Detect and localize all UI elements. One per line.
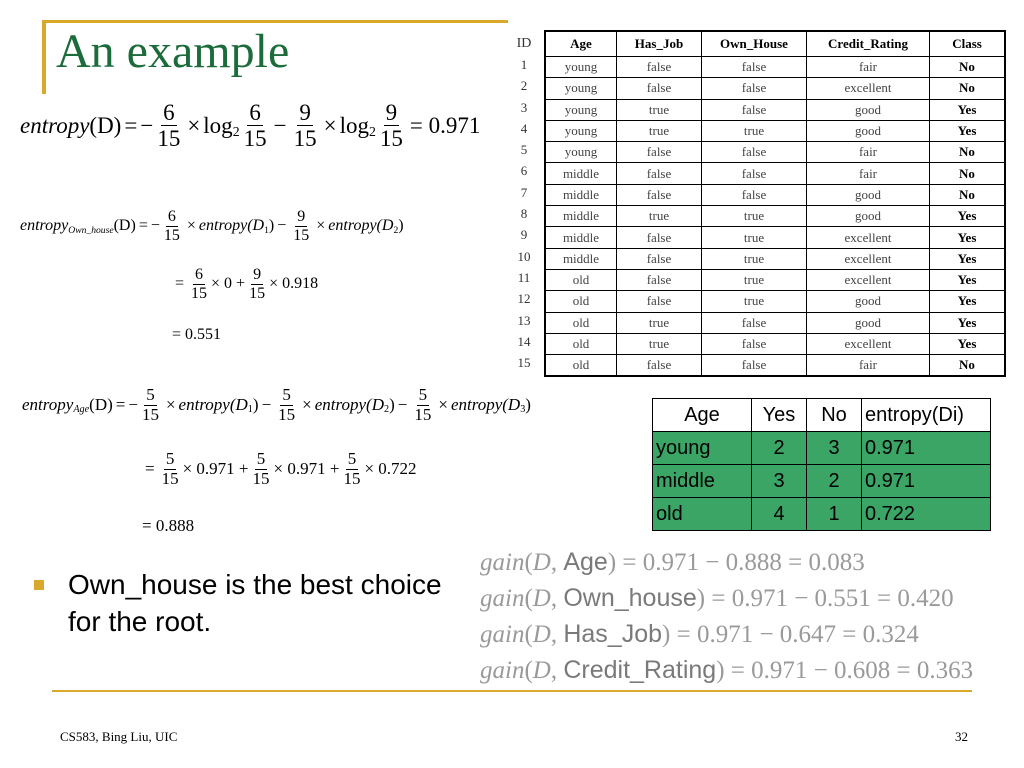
times-sign: × xyxy=(302,395,312,415)
times-sign: × xyxy=(186,217,196,235)
own-house-cell: false xyxy=(702,57,807,78)
own-house-cell: true xyxy=(702,206,807,227)
table-row xyxy=(545,120,1005,141)
class-cell: No xyxy=(930,142,1006,163)
table-row xyxy=(545,184,1005,205)
entropy-term: entropy(D xyxy=(328,217,394,235)
gain-fn: gain xyxy=(480,585,525,612)
row-id: 3 xyxy=(520,99,528,115)
close-paren: ) xyxy=(252,395,259,415)
row-id: 10 xyxy=(517,248,531,264)
separator: , xyxy=(550,621,564,648)
table-row xyxy=(545,206,1005,227)
bullet-text: Own_house is the best choice for the root. xyxy=(68,569,442,637)
equals-sign: = xyxy=(115,395,126,415)
own-house-cell: false xyxy=(702,312,807,333)
attribute-subscript: Own_house xyxy=(68,224,114,236)
row-id: 4 xyxy=(520,120,528,136)
numerator: 9 xyxy=(297,208,306,225)
entropy-term: entropy(D xyxy=(450,395,521,415)
minus-sign: − xyxy=(277,217,287,235)
age-entropy-table xyxy=(652,398,991,531)
column-header: Credit_Rating xyxy=(807,31,930,57)
column-header: Age xyxy=(653,399,752,432)
row-id: 15 xyxy=(517,355,531,371)
numerator: 9 xyxy=(385,100,398,125)
table-row xyxy=(545,163,1005,184)
equals-sign: = xyxy=(145,459,155,479)
entropy-cell: 0.722 xyxy=(862,498,991,531)
attribute-name: Has_Job xyxy=(563,620,663,648)
own-house-cell: false xyxy=(702,163,807,184)
dataset-symbol: D xyxy=(532,549,551,576)
numerator: 5 xyxy=(418,385,428,404)
has-job-cell: false xyxy=(617,248,702,269)
entropy-term: entropy(D xyxy=(314,395,384,415)
minus-sign: − xyxy=(273,112,287,138)
separator: , xyxy=(550,549,564,576)
log-fn: log xyxy=(203,112,233,138)
table-row xyxy=(653,465,991,498)
no-count-cell: 2 xyxy=(807,465,862,498)
denominator: 15 xyxy=(293,226,310,244)
entropy-fn: entropy xyxy=(20,217,69,235)
entropy-fn: entropy xyxy=(20,112,90,138)
equals-sign: = xyxy=(175,275,185,293)
fraction xyxy=(251,450,272,488)
gain-fn: gain xyxy=(480,621,525,648)
numerator: 9 xyxy=(299,100,311,125)
own-house-cell: false xyxy=(702,333,807,354)
numerator: 6 xyxy=(163,100,175,125)
own-house-cell: true xyxy=(702,291,807,312)
age-entropy-result: = 0.888 xyxy=(142,516,195,535)
has-job-cell: false xyxy=(617,184,702,205)
log-fn: log xyxy=(339,112,369,138)
subset-index: 2 xyxy=(393,224,399,236)
minus-sign: − xyxy=(150,217,160,235)
own-house-entropy-line2 xyxy=(172,266,318,302)
credit-rating-cell: fair xyxy=(807,57,930,78)
training-data-table xyxy=(544,30,1006,377)
no-count-cell: 3 xyxy=(807,432,862,465)
own-house-cell: true xyxy=(702,269,807,290)
column-header: Has_Job xyxy=(617,31,702,57)
fraction xyxy=(155,100,182,152)
page-number: 32 xyxy=(955,729,968,744)
yes-count-cell: 2 xyxy=(752,432,807,465)
has-job-cell: false xyxy=(617,78,702,99)
own-house-entropy-result: = 0.551 xyxy=(172,326,222,343)
fraction xyxy=(189,266,209,302)
has-job-cell: false xyxy=(617,57,702,78)
numerator: 6 xyxy=(167,208,176,225)
own-house-cell: false xyxy=(702,355,807,377)
attribute-subscript: Age xyxy=(73,404,90,416)
fraction xyxy=(276,386,297,424)
fraction xyxy=(378,100,405,152)
times-sign: × xyxy=(438,395,448,415)
numerator: 6 xyxy=(249,100,261,125)
entropy-formula xyxy=(20,100,483,152)
slide-title: An example xyxy=(56,25,290,78)
gain-computation: ) = 0.971 − 0.551 = 0.420 xyxy=(696,585,954,612)
row-id: 6 xyxy=(520,163,528,179)
entropy-term: entropy(D xyxy=(178,395,248,415)
equals-sign: = xyxy=(138,217,148,235)
table-body xyxy=(545,57,1005,377)
subset-index: 2 xyxy=(384,404,390,416)
class-cell: No xyxy=(930,184,1006,205)
fraction xyxy=(292,100,319,152)
gain-line xyxy=(480,544,973,580)
age-cell: old xyxy=(545,291,617,312)
no-count-cell: 1 xyxy=(807,498,862,531)
numerator: 9 xyxy=(253,266,262,283)
has-job-cell: true xyxy=(617,312,702,333)
credit-rating-cell: excellent xyxy=(807,333,930,354)
minus-sign: − xyxy=(128,395,138,415)
has-job-cell: false xyxy=(617,142,702,163)
gain-fn: gain xyxy=(480,549,525,576)
dataset-symbol: D xyxy=(532,621,551,648)
fraction xyxy=(412,386,433,424)
equals-sign: = xyxy=(124,112,138,138)
dataset-symbol: D xyxy=(532,657,551,684)
age-cell: old xyxy=(545,312,617,333)
class-cell: No xyxy=(930,78,1006,99)
attribute-name: Own_house xyxy=(563,584,697,612)
credit-rating-cell: excellent xyxy=(807,227,930,248)
has-job-cell: true xyxy=(617,120,702,141)
denominator: 15 xyxy=(249,284,266,302)
table-row xyxy=(545,142,1005,163)
age-cell: middle xyxy=(545,206,617,227)
subset-index: 1 xyxy=(264,224,269,236)
table-row xyxy=(545,248,1005,269)
class-cell: Yes xyxy=(930,269,1006,290)
own-house-entropy-formula xyxy=(20,208,404,244)
class-cell: Yes xyxy=(930,248,1006,269)
class-cell: No xyxy=(930,57,1006,78)
expression-part: × 0.971 + xyxy=(273,459,340,479)
title-accent-bar xyxy=(42,20,46,94)
age-cell: old xyxy=(545,269,617,290)
row-id: 7 xyxy=(520,184,528,200)
entropy-cell: 0.971 xyxy=(862,465,991,498)
fraction xyxy=(291,208,311,244)
denominator: 15 xyxy=(414,404,432,424)
row-id: 14 xyxy=(517,333,531,349)
gain-line xyxy=(480,652,973,688)
credit-rating-cell: fair xyxy=(807,163,930,184)
own-house-cell: false xyxy=(702,99,807,120)
id-header: ID xyxy=(516,36,532,51)
table-row xyxy=(545,227,1005,248)
footer-credit: CS583, Bing Liu, UIC xyxy=(60,729,178,744)
class-cell: Yes xyxy=(930,227,1006,248)
credit-rating-cell: excellent xyxy=(807,269,930,290)
gain-list xyxy=(480,544,973,688)
gain-line xyxy=(480,580,973,616)
numerator: 5 xyxy=(347,449,357,468)
row-id: 1 xyxy=(520,57,528,72)
column-header: Class xyxy=(930,31,1006,57)
fraction xyxy=(140,386,161,424)
open-paren: ( xyxy=(524,585,533,612)
has-job-cell: false xyxy=(617,269,702,290)
credit-rating-cell: excellent xyxy=(807,248,930,269)
open-paren: ( xyxy=(524,621,533,648)
age-cell: young xyxy=(545,99,617,120)
fraction xyxy=(341,450,362,488)
credit-rating-cell: good xyxy=(807,291,930,312)
entropy-term: entropy(D xyxy=(198,217,265,235)
table-row xyxy=(545,312,1005,333)
table-row xyxy=(545,291,1005,312)
numerator: 5 xyxy=(282,385,291,404)
entropy-cell: 0.971 xyxy=(862,432,991,465)
close-paren: ) xyxy=(389,395,395,415)
credit-rating-cell: good xyxy=(807,312,930,333)
table-row xyxy=(545,333,1005,354)
gain-fn: gain xyxy=(480,657,525,684)
denominator: 15 xyxy=(252,468,270,488)
table-row xyxy=(545,99,1005,120)
footer-divider xyxy=(52,690,972,692)
age-entropy-formula xyxy=(22,386,531,424)
table-row xyxy=(545,355,1005,377)
denominator: 15 xyxy=(161,468,179,488)
column-header: entropy(Di) xyxy=(862,399,991,432)
numerator: 6 xyxy=(195,266,204,283)
has-job-cell: false xyxy=(617,291,702,312)
class-cell: No xyxy=(930,163,1006,184)
row-id: 2 xyxy=(520,78,528,94)
credit-rating-cell: good xyxy=(807,99,930,120)
log-base: 2 xyxy=(232,124,240,139)
class-cell: Yes xyxy=(930,120,1006,141)
table-header-row xyxy=(545,31,1005,57)
row-id: 12 xyxy=(517,291,531,307)
expression-part: × 0 + xyxy=(211,275,246,293)
age-cell: young xyxy=(545,78,617,99)
age-cell: middle xyxy=(545,184,617,205)
subset-index: 1 xyxy=(247,404,253,416)
age-cell: middle xyxy=(545,248,617,269)
table-row xyxy=(545,57,1005,78)
numerator: 5 xyxy=(146,385,155,404)
class-cell: Yes xyxy=(930,206,1006,227)
credit-rating-cell: fair xyxy=(807,142,930,163)
times-sign: × xyxy=(323,112,337,138)
gain-computation: ) = 0.971 − 0.608 = 0.363 xyxy=(716,657,974,684)
row-id: 13 xyxy=(517,312,531,328)
table-header-row xyxy=(653,399,991,432)
has-job-cell: true xyxy=(617,333,702,354)
expression-part: × 0.722 xyxy=(364,459,417,479)
denominator: 15 xyxy=(191,284,208,302)
expression-part: × 0.971 + xyxy=(182,459,249,479)
class-cell: Yes xyxy=(930,312,1006,333)
row-id: 11 xyxy=(517,269,531,285)
entropy-arg: (D) xyxy=(89,395,113,415)
table-row xyxy=(545,269,1005,290)
credit-rating-cell: good xyxy=(807,120,930,141)
age-cell: old xyxy=(653,498,752,531)
numerator: 5 xyxy=(256,449,266,468)
age-cell: middle xyxy=(545,227,617,248)
row-id: 5 xyxy=(520,142,528,158)
credit-rating-cell: fair xyxy=(807,355,930,377)
credit-rating-cell: good xyxy=(807,184,930,205)
age-cell: middle xyxy=(545,163,617,184)
has-job-cell: true xyxy=(617,206,702,227)
fraction xyxy=(160,450,181,488)
own-house-cell: true xyxy=(702,227,807,248)
row-id: 8 xyxy=(520,206,528,222)
denominator: 15 xyxy=(243,126,267,152)
table-row xyxy=(545,78,1005,99)
denominator: 15 xyxy=(163,226,180,244)
numerator: 5 xyxy=(165,449,175,468)
age-cell: young xyxy=(545,57,617,78)
attribute-name: Age xyxy=(563,548,608,576)
log-base: 2 xyxy=(368,124,376,139)
age-entropy-line2 xyxy=(142,450,417,488)
gain-computation: ) = 0.971 − 0.888 = 0.083 xyxy=(607,549,865,576)
age-cell: old xyxy=(545,355,617,377)
close-paren: ) xyxy=(398,217,404,235)
denominator: 15 xyxy=(278,404,296,424)
credit-rating-cell: excellent xyxy=(807,78,930,99)
gain-line xyxy=(480,616,973,652)
own-house-cell: true xyxy=(702,248,807,269)
denominator: 15 xyxy=(157,126,181,152)
denominator: 15 xyxy=(141,404,159,424)
denominator: 15 xyxy=(379,126,403,152)
result-value: = 0.971 xyxy=(409,112,481,138)
bullet-square-icon xyxy=(34,580,44,590)
credit-rating-cell: good xyxy=(807,206,930,227)
yes-count-cell: 3 xyxy=(752,465,807,498)
class-cell: Yes xyxy=(930,291,1006,312)
has-job-cell: true xyxy=(617,99,702,120)
has-job-cell: false xyxy=(617,163,702,184)
subset-index: 3 xyxy=(520,404,526,416)
dataset-symbol: D xyxy=(532,585,551,612)
minus-sign: − xyxy=(140,112,154,138)
class-cell: Yes xyxy=(930,99,1006,120)
attribute-name: Credit_Rating xyxy=(563,656,717,684)
open-paren: ( xyxy=(524,549,533,576)
table-row xyxy=(653,498,991,531)
open-paren: ( xyxy=(524,657,533,684)
denominator: 15 xyxy=(343,468,361,488)
separator: , xyxy=(550,657,564,684)
own-house-cell: false xyxy=(702,142,807,163)
age-cell: young xyxy=(545,120,617,141)
expression-part: × 0.918 xyxy=(269,275,319,293)
has-job-cell: false xyxy=(617,355,702,377)
fraction xyxy=(162,208,182,244)
class-cell: Yes xyxy=(930,333,1006,354)
has-job-cell: false xyxy=(617,227,702,248)
column-header: Age xyxy=(545,31,617,57)
close-paren: ) xyxy=(268,217,275,235)
row-id: 9 xyxy=(520,227,528,243)
column-header: Yes xyxy=(752,399,807,432)
yes-count-cell: 4 xyxy=(752,498,807,531)
gain-computation: ) = 0.971 − 0.647 = 0.324 xyxy=(662,621,919,648)
times-sign: × xyxy=(187,112,201,138)
entropy-arg: (D) xyxy=(89,112,122,138)
column-header: No xyxy=(807,399,862,432)
table-row xyxy=(653,432,991,465)
own-house-cell: false xyxy=(702,78,807,99)
times-sign: × xyxy=(316,217,326,235)
age-cell: old xyxy=(545,333,617,354)
own-house-cell: true xyxy=(702,120,807,141)
minus-sign: − xyxy=(261,395,272,415)
entropy-fn: entropy xyxy=(22,395,74,415)
class-cell: No xyxy=(930,355,1006,377)
own-house-cell: false xyxy=(702,184,807,205)
fraction xyxy=(247,266,267,302)
age-cell: young xyxy=(545,142,617,163)
fraction xyxy=(242,100,269,152)
separator: , xyxy=(550,585,564,612)
denominator: 15 xyxy=(293,126,317,152)
column-header: Own_House xyxy=(702,31,807,57)
age-cell: middle xyxy=(653,465,752,498)
age-cell: young xyxy=(653,432,752,465)
minus-sign: − xyxy=(397,395,408,415)
times-sign: × xyxy=(165,395,176,415)
id-column xyxy=(508,34,540,373)
entropy-arg: (D) xyxy=(113,217,136,235)
close-paren: ) xyxy=(525,395,531,415)
